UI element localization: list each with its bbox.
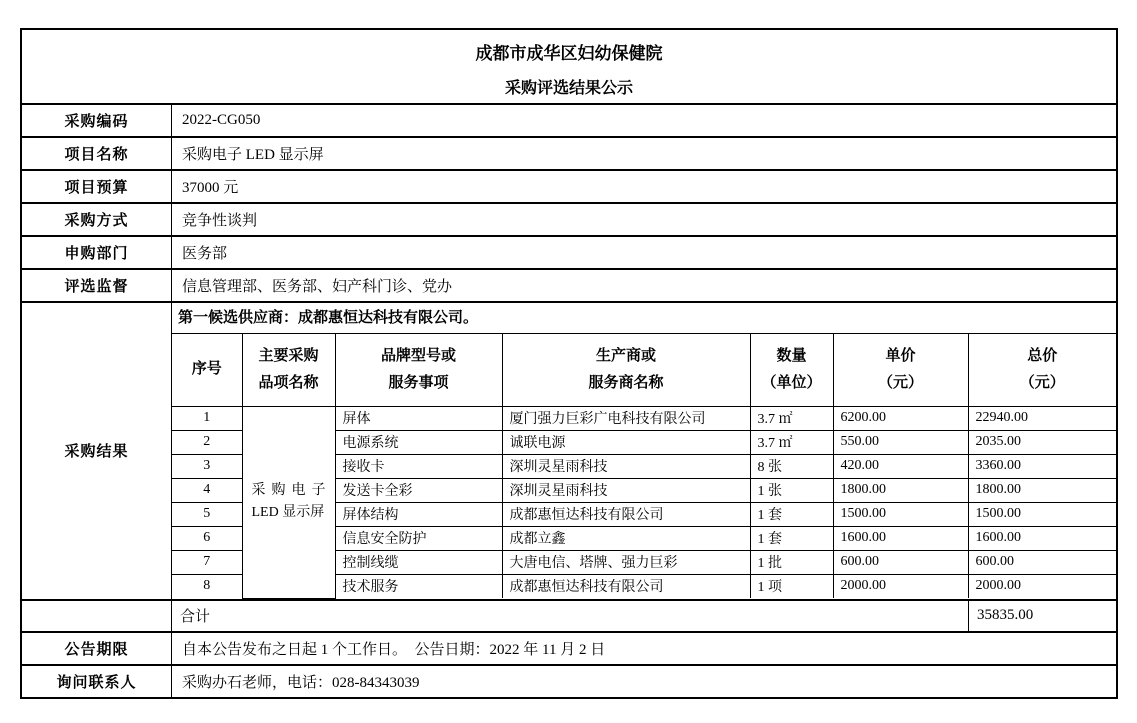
column-header-item-name: 主要采购 品项名称 [242,334,335,406]
row-procurement-method [22,202,1116,235]
cell-quantity: 1 套 [750,526,833,550]
row-label: 采购结果 [22,303,172,599]
items-header-row [172,334,1116,406]
cell-unit-price: 1800.00 [833,478,968,502]
cell-unit-price: 550.00 [833,430,968,454]
column-header-producer: 生产商或 服务商名称 [502,334,750,406]
cell-brand: 发送卡全彩 [335,478,502,502]
cell-no: 6 [172,526,242,550]
row-value: 采购办石老师，电话：028-84343039 [182,674,420,691]
cell-producer: 大唐电信、塔牌、强力巨彩 [502,550,750,574]
result-content [172,303,1116,599]
cell-total-price: 22940.00 [968,406,1116,430]
row-label: 申购部门 [22,237,172,268]
cell-unit-price: 2000.00 [833,574,968,598]
row-label: 采购编码 [22,105,172,136]
cell-producer: 成都惠恒达科技有限公司 [502,574,750,598]
row-requesting-department [22,235,1116,268]
cell-brand: 屏体 [335,406,502,430]
cell-producer: 厦门强力巨彩广电科技有限公司 [502,406,750,430]
cell-total-price: 1500.00 [968,502,1116,526]
cell-unit-price: 420.00 [833,454,968,478]
cell-producer: 深圳灵星雨科技 [502,478,750,502]
row-label: 项目预算 [22,171,172,202]
cell-no: 1 [172,406,242,430]
cell-brand: 技术服务 [335,574,502,598]
row-total [22,599,1116,631]
column-header-total-price: 总价 （元） [968,334,1116,406]
cell-brand: 接收卡 [335,454,502,478]
row-selection-supervision [22,268,1116,301]
cell-total-price: 600.00 [968,550,1116,574]
column-header-brand-model: 品牌型号或 服务事项 [335,334,502,406]
cell-total-price: 2035.00 [968,430,1116,454]
total-label: 合计 [180,609,211,625]
cell-total-price: 1600.00 [968,526,1116,550]
cell-brand: 控制线缆 [335,550,502,574]
cell-no: 3 [172,454,242,478]
cell-no: 7 [172,550,242,574]
row-label: 公告期限 [22,633,172,664]
row-project-name [22,136,1116,169]
row-project-budget [22,169,1116,202]
row-label: 询问联系人 [22,666,172,697]
items-table [172,334,1116,599]
cell-brand: 屏体结构 [335,502,502,526]
row-value: 竞争性谈判 [182,213,258,229]
row-label: 评选监督 [22,270,172,301]
cell-no: 4 [172,478,242,502]
title-block [22,30,1116,103]
cell-producer: 深圳灵星雨科技 [502,454,750,478]
cell-unit-price: 6200.00 [833,406,968,430]
cell-quantity: 1 批 [750,550,833,574]
row-label-empty [22,601,172,631]
row-value: 2022-CG050 [182,112,261,128]
total-value: 35835.00 [968,601,1116,631]
cell-brand: 电源系统 [335,430,502,454]
row-value: 37000 元 [182,180,239,196]
row-value: 采购电子 LED 显示屏 [182,147,324,163]
first-candidate-supplier-line: 第一候选供应商：成都惠恒达科技有限公司。 [172,303,1116,334]
cell-total-price: 3360.00 [968,454,1116,478]
cell-quantity: 8 张 [750,454,833,478]
announcement-document [20,28,1118,699]
cell-quantity: 3.7 ㎡ [750,430,833,454]
table-row [172,406,1116,430]
row-value: 医务部 [182,246,228,262]
cell-brand: 信息安全防护 [335,526,502,550]
cell-no: 5 [172,502,242,526]
cell-no: 8 [172,574,242,598]
document-subtitle: 采购评选结果公示 [504,80,633,97]
column-header-unit-price: 单价 （元） [833,334,968,406]
row-label: 采购方式 [22,204,172,235]
row-procurement-code [22,103,1116,136]
cell-quantity: 1 张 [750,478,833,502]
cell-quantity: 1 套 [750,502,833,526]
cell-unit-price: 600.00 [833,550,968,574]
cell-quantity: 1 项 [750,574,833,598]
cell-total-price: 2000.00 [968,574,1116,598]
cell-producer: 诚联电源 [502,430,750,454]
column-header-quantity: 数量 （单位） [750,334,833,406]
cell-producer: 成都立鑫 [502,526,750,550]
cell-quantity: 3.7 ㎡ [750,406,833,430]
row-value: 信息管理部、医务部、妇产科门诊、党办 [182,279,453,295]
cell-unit-price: 1500.00 [833,502,968,526]
row-value: 自本公告发布之日起 1 个工作日。 公告日期：2022 年 11 月 2 日 [182,641,606,658]
row-inquiry-contact [22,664,1116,697]
row-label: 项目名称 [22,138,172,169]
document-title: 成都市成华区妇幼保健院 [475,44,663,63]
cell-no: 2 [172,430,242,454]
row-announcement-period [22,631,1116,664]
cell-unit-price: 1600.00 [833,526,968,550]
cell-total-price: 1800.00 [968,478,1116,502]
cell-producer: 成都惠恒达科技有限公司 [502,502,750,526]
cell-merged-item-name: 采 购 电 子 LED 显示屏 [242,406,335,598]
column-header-no: 序号 [172,334,242,406]
row-procurement-result [22,301,1116,599]
